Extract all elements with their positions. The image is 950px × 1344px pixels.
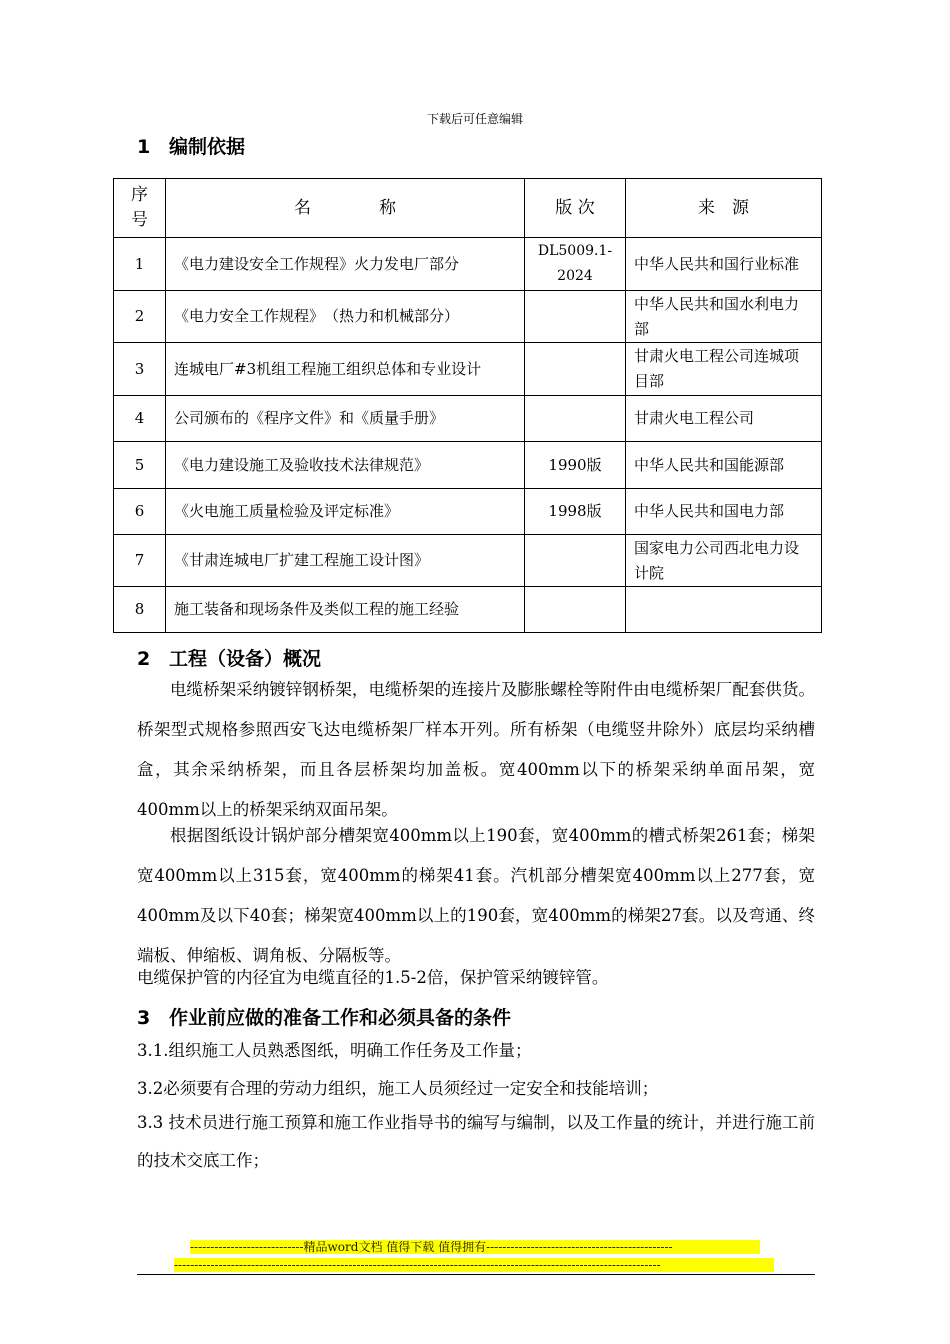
row-name: 施工装备和现场条件及类似工程的施工经验 — [166, 587, 525, 633]
row-edition: 1998版 — [525, 489, 626, 535]
row-edition — [525, 587, 626, 633]
row-source: 甘肃火电工程公司连城项目部 — [626, 343, 822, 396]
section-1-number: 1 — [137, 136, 151, 158]
row-name: 《电力安全工作规程》 （热力和机械部分） — [166, 291, 525, 343]
row-source: 中华人民共和国能源部 — [626, 442, 822, 489]
row-source: 中华人民共和国行业标准 — [626, 238, 822, 291]
table-row — [114, 587, 822, 633]
row-no: 8 — [114, 587, 166, 633]
section-3-title: 作业前应做的准备工作和必须具备的条件 — [169, 1007, 512, 1029]
section-3-number: 3 — [137, 1007, 151, 1029]
table-row — [114, 238, 822, 291]
section-2-heading — [137, 644, 321, 671]
footer-rule — [137, 1274, 815, 1275]
row-name: 《火电施工质量检验及评定标准》 — [166, 489, 525, 535]
row-edition — [525, 291, 626, 343]
row-name: 《甘肃连城电厂扩建工程施工设计图》 — [166, 535, 525, 587]
section-3-heading — [137, 1003, 511, 1030]
section-2-paragraph-2: 根据图纸设计锅炉部分槽架宽400mm以上190套，宽400mm的槽式桥架261套；梯架宽400mm以上315套，宽400mm的梯架41套。汽机部分槽架宽400mm以上277套，宽400mm及以下40套；梯架宽400mm以上的190套，宽400mm的梯架27套。以及弯通、终端板、伸缩板、调角板、分隔板等。 — [137, 826, 815, 965]
row-name: 公司颁布的《程序文件》和《质量手册》 — [166, 396, 525, 442]
section-2-paragraph-3: 电缆保护管的内径宜为电缆直径的1.5-2倍，保护管采纳镀锌管。 — [137, 968, 609, 987]
row-edition — [525, 535, 626, 587]
table-row — [114, 489, 822, 535]
footer-banner: ----------------------------精品word文档 值得下载 值得拥有---------------------------------------------- — [190, 1240, 760, 1254]
section-2-paragraph-1: 电缆桥架采纳镀锌钢桥架，电缆桥架的连接片及膨胀螺栓等附件由电缆桥架厂配套供货。桥架型式规格参照西安飞达电缆桥架厂样本开列。所有桥架（电缆竖井除外）底层均采纳槽盒，其余采纳桥架，而且各层桥架均加盖板。宽400mm以下的桥架采纳单面吊架，宽400mm以上的桥架采纳双面吊架。 — [137, 680, 815, 819]
row-edition: DL5009.1-2024 — [525, 238, 626, 291]
row-name: 连城电厂#3机组工程施工组织总体和专业设计 — [166, 343, 525, 396]
header-edition: 版 次 — [525, 179, 626, 238]
row-edition — [525, 343, 626, 396]
header-no: 序号 — [114, 179, 166, 238]
section-2-number: 2 — [137, 648, 151, 670]
table-row — [114, 343, 822, 396]
section-2-title: 工程（设备）概况 — [169, 648, 322, 670]
section-1-title: 编制依据 — [169, 136, 246, 158]
row-source: 国家电力公司西北电力设计院 — [626, 535, 822, 587]
row-name: 《电力建设安全工作规程》火力发电厂部分 — [166, 238, 525, 291]
table-row — [114, 396, 822, 442]
basis-table — [113, 178, 822, 633]
header-name: 名 称 — [166, 179, 525, 238]
section-3-item: 3.2必须要有合理的劳动力组织，施工人员须经过一定安全和技能培训； — [137, 1079, 659, 1098]
section-3-item: 3.3 技术员进行施工预算和施工作业指导书的编写与编制，以及工作量的统计，并进行施工前的技术交底工作； — [137, 1113, 815, 1170]
row-edition: 1990版 — [525, 442, 626, 489]
section-1-heading — [137, 132, 245, 159]
table-row — [114, 291, 822, 343]
row-no: 7 — [114, 535, 166, 587]
row-edition — [525, 396, 626, 442]
header-source: 来 源 — [626, 179, 822, 238]
table-header-row — [114, 179, 822, 238]
row-no: 3 — [114, 343, 166, 396]
section-3-item: 3.1.组织施工人员熟悉图纸，明确工作任务及工作量； — [137, 1041, 532, 1060]
row-no: 4 — [114, 396, 166, 442]
footer-dashes: ------------------------------------------------------------------------------------------------------------------------ — [174, 1258, 774, 1272]
row-source: 中华人民共和国电力部 — [626, 489, 822, 535]
table-row — [114, 535, 822, 587]
row-source — [626, 587, 822, 633]
top-note: 下载后可任意编辑 — [426, 112, 523, 126]
row-source: 中华人民共和国水利电力部 — [626, 291, 822, 343]
row-source: 甘肃火电工程公司 — [626, 396, 822, 442]
row-no: 1 — [114, 238, 166, 291]
row-name: 《电力建设施工及验收技术法律规范》 — [166, 442, 525, 489]
table-row — [114, 442, 822, 489]
row-no: 5 — [114, 442, 166, 489]
row-no: 2 — [114, 291, 166, 343]
row-no: 6 — [114, 489, 166, 535]
